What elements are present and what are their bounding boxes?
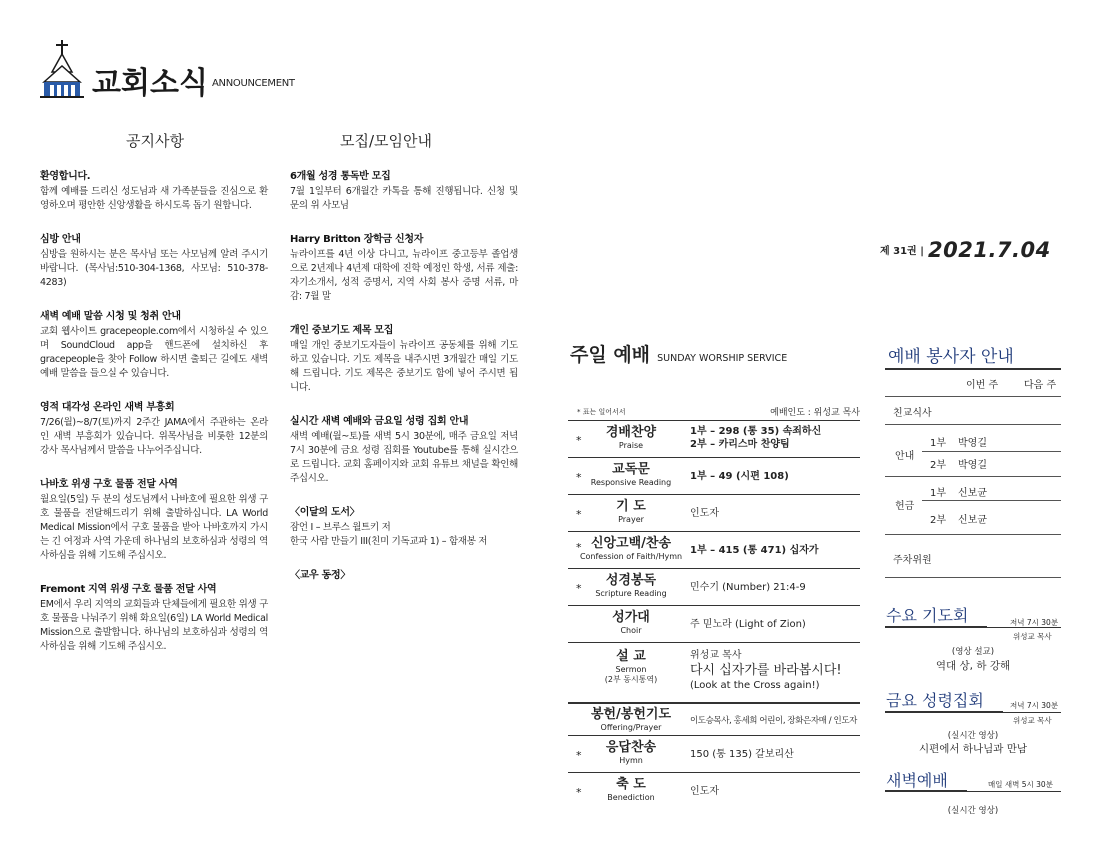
offering-part: 1부 (930, 488, 947, 499)
meeting-time: 저녁 7시 30분 (1010, 701, 1059, 710)
order-detail: 1부 – 49 (시편 108) (690, 471, 789, 482)
notice-title: 새벽 예배 말씀 시청 및 청취 안내 (40, 311, 181, 322)
recruit-title: 〈이달의 도서〉 (290, 507, 360, 518)
order-en: Prayer (618, 515, 644, 524)
order-kr: 신앙고백/찬송 (590, 536, 672, 551)
order-en: Hymn (619, 756, 643, 765)
page-subtitle: ANNOUNCEMENT (212, 78, 295, 89)
notice-item (40, 475, 268, 563)
meeting-title: 금요 성령집회 (886, 691, 984, 710)
notice-title: 심방 안내 (40, 234, 81, 245)
meeting-time: 저녁 7시 30분 (1010, 618, 1059, 627)
worship-leader: 예배인도 : 위성교 목사 (770, 408, 860, 418)
recruit-title: 〈교우 동정〉 (290, 570, 351, 581)
bulletin-date: 2021.7.04 (928, 238, 1051, 262)
notice-body: 함께 예배를 드리신 성도님과 새 가족분들을 진심으로 환영하오며 평안한 신앙생활을 하시도록 돕기 원합니다. (40, 186, 268, 211)
recruit-body: 새벽 예배(월~토)를 새벽 5시 30분에, 매주 금요일 저녁 7시 30분에 금요 성령 집회를 Youtube를 통해 실시간으로 드립니다. 교회 홈페이지와 교회 유튜브 채널을 확인해 주십시오. (290, 431, 518, 484)
order-detail: 이도승목사, 홍세희 어린이, 장화은자매 / 인도자 (690, 716, 857, 726)
usher-name: 박영길 (958, 438, 987, 449)
order-row (568, 531, 860, 568)
notice-item (40, 230, 268, 290)
volunteers-title: 예배 봉사자 안내 (888, 347, 1014, 367)
divider (922, 500, 1061, 501)
notice-item (40, 580, 268, 654)
offering-part: 2부 (930, 515, 947, 526)
order-detail: 150 (통 135) 갈보리산 (690, 749, 794, 760)
order-detail: 위성교 목사 (690, 650, 742, 661)
parking-label: 주차위원 (893, 555, 932, 566)
recruit-title: Harry Britton 장학금 신청자 (290, 234, 424, 245)
recruit-title: 6개월 성경 통독반 모집 (290, 171, 391, 182)
stand-marker: * (576, 749, 582, 762)
recruit-body: 매일 개인 중보기도자들이 뉴라이프 공동체를 위해 기도하고 있습니다. 기도 제목을 내주시면 3개월간 매일 기도해 드립니다. 기도 제목은 중보기도 함에 넣어 주시면 됩니다. (290, 340, 518, 393)
order-kr: 교독문 (612, 462, 650, 477)
meeting-note: (실시간 영상) (947, 806, 999, 816)
offering-name: 신보균 (958, 515, 987, 526)
notice-body: 교회 웹사이트 gracepeople.com에서 시청하실 수 있으며 SoundCloud app을 핸드폰에 설치하신 후 gracepeople을 찾아 Follow 하시면 출퇴근 길에도 새벽예배 말씀을 들으실 수 있습니다. (40, 326, 268, 379)
recruit-item (290, 230, 518, 304)
order-en-note: (2부 동시통역) (604, 675, 658, 684)
worship-title-en: SUNDAY WORSHIP SERVICE (657, 353, 788, 364)
recruit-item (290, 321, 518, 395)
recruit-item (290, 503, 518, 549)
divider (885, 476, 1061, 477)
meeting-rule (885, 711, 1003, 713)
this-week-header: 이번 주 (966, 380, 999, 391)
recruit-title: 실시간 새벽 예배와 금요일 성령 집회 안내 (290, 416, 469, 427)
order-detail: 1부 – 298 (통 35) 속죄하신 (690, 426, 822, 437)
usher-part: 2부 (930, 460, 947, 471)
notice-item (40, 398, 268, 458)
meeting-rule (885, 790, 967, 792)
recruit-heading: 모집/모임안내 (340, 132, 432, 150)
stand-marker: * (576, 541, 582, 554)
notices-heading: 공지사항 (126, 132, 184, 150)
recruit-item (290, 167, 518, 213)
order-kr: 성가대 (612, 610, 650, 625)
order-kr: 설 교 (616, 649, 646, 664)
notice-title: 환영합니다. (40, 171, 91, 182)
meeting-rule (1003, 712, 1061, 713)
divider (885, 424, 1061, 425)
worship-title (570, 340, 787, 367)
meeting-title: 새벽예배 (886, 771, 948, 790)
worship-title-kr: 주일 예배 (570, 344, 651, 366)
order-row (568, 494, 860, 531)
order-row (568, 457, 860, 494)
sermon-title: 다시 십자가를 바라봅시다! (690, 663, 842, 678)
worship-order (568, 420, 860, 808)
order-row (568, 702, 860, 735)
order-kr: 봉헌/봉헌기도 (590, 707, 672, 722)
meeting-time: 매일 새벽 5시 30분 (988, 780, 1053, 789)
order-kr: 축 도 (616, 777, 646, 792)
usher-name: 박영길 (958, 460, 987, 471)
order-row (568, 420, 860, 457)
notices-column (40, 167, 268, 671)
order-en: Choir (620, 626, 642, 635)
worship-legend: * 표는 일어서서 (577, 408, 626, 416)
order-row (568, 568, 860, 605)
meeting-title: 수요 기도회 (886, 606, 969, 625)
next-week-header: 다음 주 (1024, 380, 1057, 391)
page-title: 교회소식 (92, 66, 208, 101)
recruit-body: 잠언 I – 브루스 월트키 저 한국 사람 만들기 III(친미 기독교파 1) – 함재봉 저 (290, 522, 488, 547)
recruit-item (290, 412, 518, 486)
church-icon (40, 40, 84, 98)
order-kr: 성경봉독 (605, 573, 657, 588)
order-row (568, 642, 860, 702)
recruit-column (290, 167, 518, 598)
divider (885, 534, 1061, 535)
meeting-content: 역대 상, 하 강해 (935, 660, 1011, 672)
notice-item (40, 307, 268, 381)
volume-label: 제 31권 | (880, 246, 924, 257)
offering-name: 신보균 (958, 488, 987, 499)
meeting-rule (967, 791, 1061, 792)
order-detail: 인도자 (690, 508, 719, 519)
notice-body: 심방을 원하시는 분은 목사님 또는 사모님께 알려 주시기 바랍니다. (목사님:510-304-1368, 사모님: 510-378-4283) (40, 249, 268, 288)
volunteers-rule (885, 368, 1061, 370)
meeting-leader: 위성교 목사 (1013, 716, 1052, 725)
stand-marker: * (576, 434, 582, 447)
meeting-rule (885, 626, 987, 628)
notice-title: Fremont 지역 위생 구호 물품 전달 사역 (40, 584, 217, 595)
notice-body: 7/26(월)~8/7(토)까지 2주간 JAMA에서 주관하는 온라인 새벽 부흥회가 있습니다. 위목사님을 비롯한 12분의 강사 목사님께서 말씀을 나누어주십니다. (40, 417, 268, 456)
order-detail: 민수기 (Number) 21:4-9 (690, 582, 806, 593)
order-row (568, 735, 860, 772)
offering-label: 헌금 (895, 501, 915, 512)
order-row (568, 605, 860, 642)
order-en: Praise (618, 441, 644, 450)
stand-marker: * (576, 471, 582, 484)
order-detail: 주 믿노라 (Light of Zion) (690, 619, 806, 630)
order-en: Responsive Reading (590, 478, 672, 487)
order-kr: 경배찬양 (605, 425, 657, 440)
stand-marker: * (576, 786, 582, 799)
notice-body: 월요일(5일) 두 분의 성도님께서 나바호에 필요한 위생 구호 물품을 전달해드리기 위해 출발하십니다. LA World Medical Mission에서 구호 물품을 받아 나바호까지 가시는 긴 여정과 사역 가운데 하나님의 보호하심과 성령의 역사하심을 위해 기도해 주십시오. (40, 494, 268, 561)
order-row (568, 772, 860, 808)
order-detail: 1부 – 415 (통 471) 십자가 (690, 545, 819, 556)
notice-title: 영적 대각성 온라인 새벽 부흥회 (40, 402, 175, 413)
order-en: Benediction (607, 793, 655, 802)
order-en: Offering/Prayer (600, 723, 662, 732)
order-detail: (Look at the Cross again!) (690, 680, 820, 691)
divider (922, 451, 1061, 452)
stand-marker: * (576, 508, 582, 521)
order-en: Scripture Reading (595, 589, 667, 598)
divider (885, 577, 1061, 578)
recruit-body: 뉴라이프를 4년 이상 다니고, 뉴라이프 중고등부 졸업생으로 2년제나 4년제 대학에 진학 예정인 학생, 서류 제출: 자기소개서, 성적 증명서, 지역 사회 봉사 증명 서류, 마감: 7월 말 (290, 249, 518, 302)
order-en: Sermon (615, 665, 647, 674)
notice-body: EM에서 우리 지역의 교회들과 단체들에게 필요한 위생 구호 물품을 나눠주기 위해 화요일(6일) LA World Medical Mission으로 출발합니다. 하나님의 보호하심과 성령의 역사하심을 위해 기도해 주십시오. (40, 599, 268, 652)
recruit-title: 개인 중보기도 제목 모집 (290, 325, 394, 336)
stand-marker: * (576, 582, 582, 595)
meeting-leader: 위성교 목사 (1013, 632, 1052, 641)
divider (885, 396, 1061, 397)
order-detail: 인도자 (690, 786, 719, 797)
order-detail: 2부 – 카리스마 찬양팀 (690, 439, 790, 450)
notice-item (40, 167, 268, 213)
usher-part: 1부 (930, 438, 947, 449)
fellowship-label: 친교식사 (893, 408, 932, 419)
meeting-note: (영상 설교) (951, 647, 995, 657)
recruit-item (290, 566, 518, 581)
notice-title: 나바호 위생 구호 물품 전달 사역 (40, 479, 178, 490)
meeting-note: (실시간 영상) (947, 731, 999, 741)
meeting-content: 시편에서 하나님과 만남 (918, 743, 1028, 755)
usher-label: 안내 (895, 451, 915, 462)
recruit-body: 7월 1일부터 6개월간 카톡을 통해 진행됩니다. 신청 및 문의 위 사모님 (290, 186, 518, 211)
order-kr: 기 도 (616, 499, 646, 514)
order-kr: 응답찬송 (605, 740, 657, 755)
order-en: Confession of Faith/Hymn (579, 552, 683, 561)
